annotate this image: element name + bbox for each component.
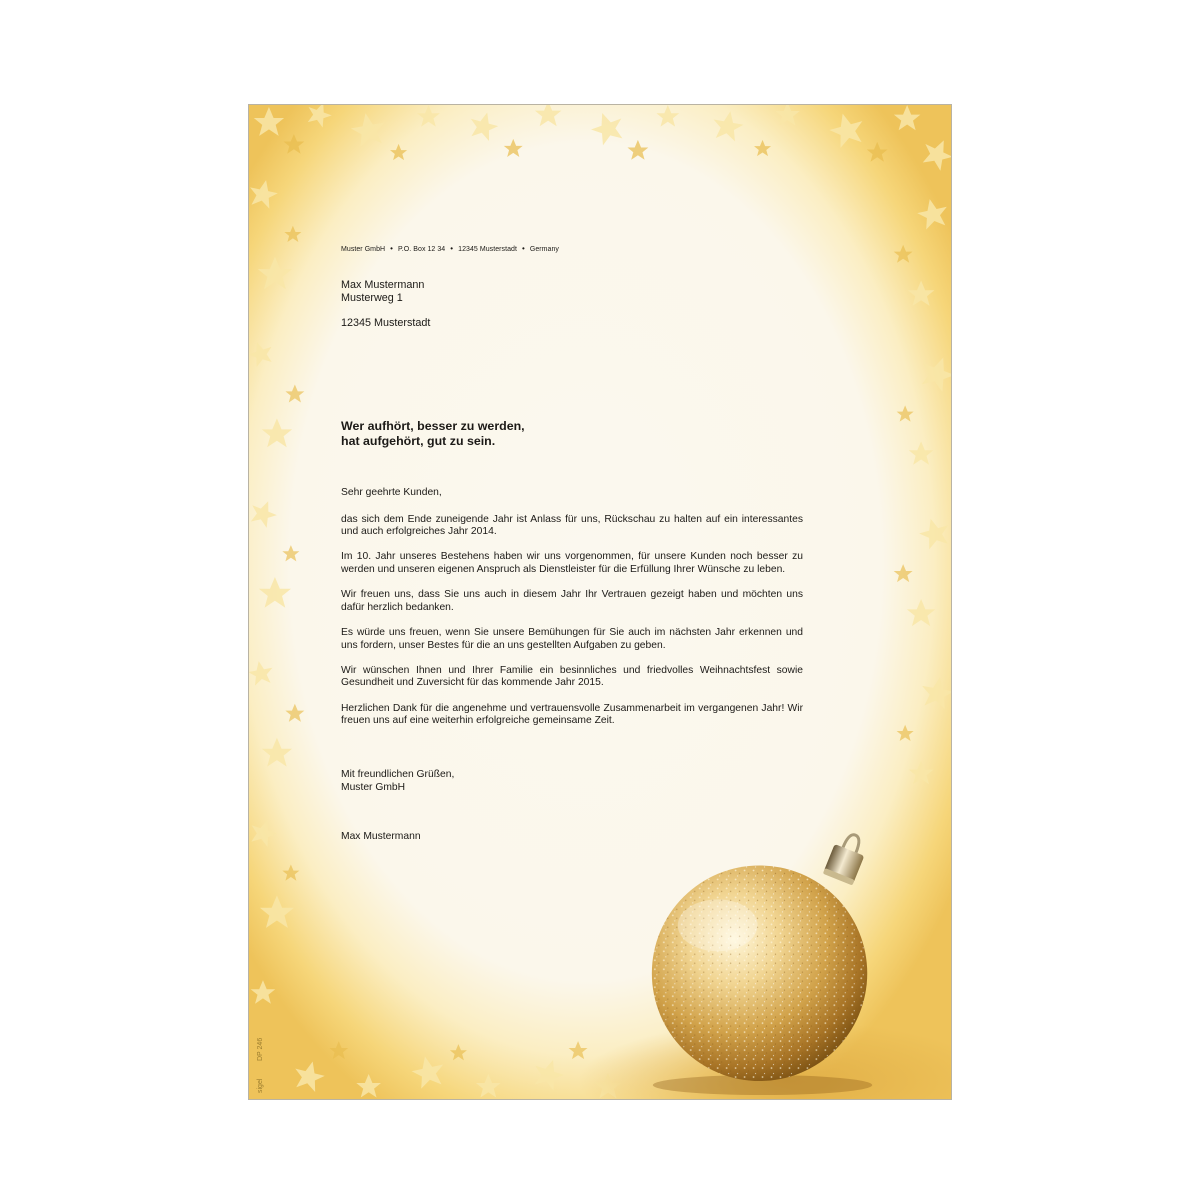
body-paragraph: das sich dem Ende zuneigende Jahr ist Anlass für uns, Rückschau zu halten auf ein interessantes und auch erfolgreiches Jahr 2014. [341, 513, 803, 538]
signature-name: Max Mustermann [341, 831, 421, 842]
recipient-name: Max Mustermann [341, 279, 425, 291]
motto-heading [341, 419, 525, 449]
body-paragraph: Wir freuen uns, dass Sie uns auch in diesem Jahr Ihr Vertrauen gezeigt haben und möchten uns dafür herzlich bedanken. [341, 589, 803, 613]
separator-dot: • [450, 244, 454, 253]
recipient-city: 12345 Musterstadt [341, 317, 431, 329]
body-paragraph: Wir wünschen Ihnen und Ihrer Familie ein besinnliches und friedvolles Weihnachtsfest sowie Gesundheit und Zuversicht für das kommende Jahr 2015. [341, 664, 803, 689]
motto-line-2: hat aufgehört, gut zu sein. [341, 434, 496, 448]
closing-greeting: Mit freundlichen Grüßen, [341, 769, 455, 780]
sender-address-line [341, 244, 559, 253]
body-paragraph: Es würde uns freuen, wenn Sie unsere Bemühungen für Sie auch im nächsten Jahr erkennen und uns fordern, unser Bestes für die an uns gestellten Aufgaben zu geben. [341, 626, 803, 651]
imprint-code: DP 246 [257, 1037, 264, 1061]
print-imprint [257, 1009, 271, 1093]
letter-sheet [248, 104, 952, 1100]
separator-dot: • [390, 244, 393, 253]
sender-company: Muster GmbH [341, 246, 386, 253]
closing [341, 769, 454, 794]
body-paragraph: Herzlichen Dank für die angenehme und vertrauensvolle Zusammenarbeit im vergangenen Jahr! Wir freuen uns auf eine weiterhin erfolgreiche gemeinsame Zeit. [341, 702, 803, 727]
closing-company: Muster GmbH [341, 781, 406, 793]
sender-city: 12345 Musterstadt [458, 246, 517, 253]
motto-line-1: Wer aufhört, besser zu werden, [341, 419, 525, 433]
recipient-address [341, 279, 430, 330]
body-paragraph: Im 10. Jahr unseres Bestehens haben wir uns vorgenommen, für unsere Kunden noch besser zu werden und unseren eigenen Anspruch als Dienstleister für die Erfüllung Ihrer Wünsche zu leben. [341, 551, 803, 575]
salutation: Sehr geehrte Kunden, [341, 487, 442, 498]
separator-dot: • [521, 244, 525, 253]
imprint-brand: sigel [257, 1078, 264, 1093]
letter-body [341, 487, 803, 740]
sender-pobox: P.O. Box 12 34 [397, 246, 446, 253]
recipient-street: Musterweg 1 [341, 292, 403, 304]
sender-country: Germany [529, 246, 559, 253]
